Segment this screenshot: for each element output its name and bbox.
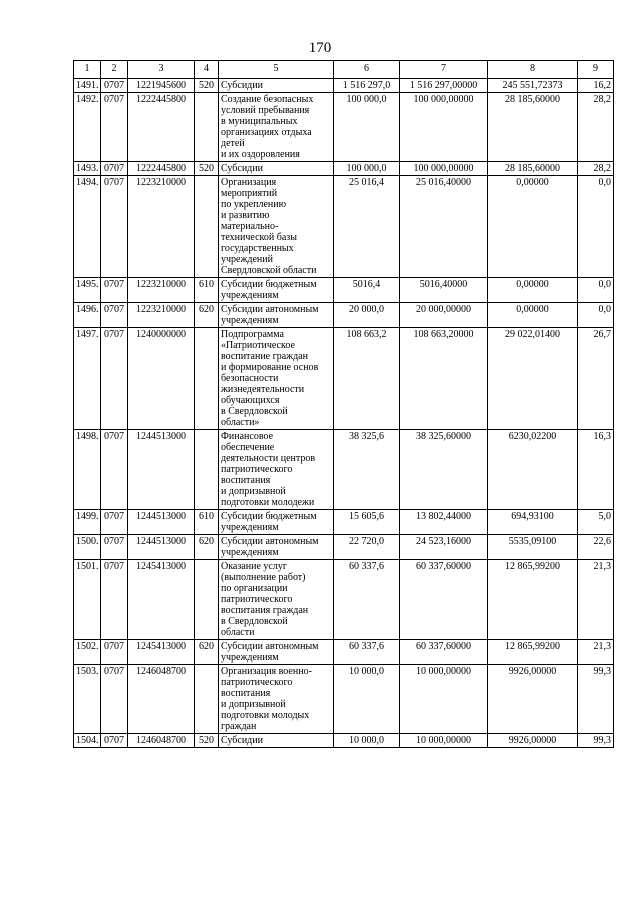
planned-amount-cell: 15 605,6 [334, 510, 400, 535]
section-code-cell: 0707 [101, 176, 128, 278]
table-row [74, 510, 614, 535]
expense-type-cell: 620 [195, 303, 219, 328]
execution-percent-cell: 0,0 [578, 278, 614, 303]
name-cell [219, 79, 334, 93]
section-code-cell: 0707 [101, 560, 128, 640]
name-line: патриотического [221, 594, 293, 605]
name-line: воспитания [221, 475, 271, 486]
execution-percent-cell: 22,6 [578, 535, 614, 560]
section-code-cell: 0707 [101, 303, 128, 328]
name-cell [219, 328, 334, 430]
name-line: «Патриотическое [221, 340, 295, 351]
name-line: Субсидии [221, 735, 263, 746]
section-code-cell: 0707 [101, 93, 128, 162]
name-line: учреждениям [221, 652, 279, 663]
target-article-code-cell: 1223210000 [128, 278, 195, 303]
row-number-cell: 1495. [74, 278, 101, 303]
planned-amount-cell: 100 000,0 [334, 93, 400, 162]
name-line: и допризывной [221, 699, 286, 710]
row-number-cell: 1499. [74, 510, 101, 535]
row-number-cell: 1496. [74, 303, 101, 328]
target-article-code-cell: 1222445800 [128, 93, 195, 162]
planned-amount-cell: 20 000,0 [334, 303, 400, 328]
planned-amount-cell: 22 720,0 [334, 535, 400, 560]
execution-percent-cell: 0,0 [578, 303, 614, 328]
section-code-cell: 0707 [101, 430, 128, 510]
name-line: Субсидии автономным [221, 641, 319, 652]
name-line: Субсидии автономным [221, 304, 319, 315]
name-cell [219, 176, 334, 278]
expense-type-cell [195, 93, 219, 162]
section-code-cell: 0707 [101, 162, 128, 176]
expense-type-cell: 620 [195, 535, 219, 560]
expense-type-cell: 520 [195, 734, 219, 748]
expense-type-cell: 520 [195, 79, 219, 93]
table-row [74, 176, 614, 278]
table-row [74, 93, 614, 162]
name-cell [219, 640, 334, 665]
section-code-cell: 0707 [101, 640, 128, 665]
name-line: Субсидии бюджетным [221, 279, 317, 290]
name-line: Субсидии автономным [221, 536, 319, 547]
executed-amount-cell: 5535,09100 [488, 535, 578, 560]
section-code-cell: 0707 [101, 79, 128, 93]
section-code-cell: 0707 [101, 665, 128, 734]
name-line: Финансовое [221, 431, 274, 442]
target-article-code-cell: 1246048700 [128, 665, 195, 734]
execution-percent-cell: 16,3 [578, 430, 614, 510]
executed-amount-cell: 694,93100 [488, 510, 578, 535]
approved-amount-cell: 10 000,00000 [400, 734, 488, 748]
name-line: патриотического [221, 677, 293, 688]
name-line: в Свердловской [221, 616, 288, 627]
target-article-code-cell: 1223210000 [128, 303, 195, 328]
section-code-cell: 0707 [101, 510, 128, 535]
table-row [74, 278, 614, 303]
target-article-code-cell: 1223210000 [128, 176, 195, 278]
executed-amount-cell: 0,00000 [488, 278, 578, 303]
column-header: 3 [128, 61, 195, 79]
name-cell [219, 535, 334, 560]
approved-amount-cell: 100 000,00000 [400, 162, 488, 176]
name-line: граждан [221, 721, 257, 732]
name-line: мероприятий [221, 188, 278, 199]
execution-percent-cell: 28,2 [578, 93, 614, 162]
approved-amount-cell: 60 337,60000 [400, 640, 488, 665]
table-row [74, 162, 614, 176]
execution-percent-cell: 16,2 [578, 79, 614, 93]
target-article-code-cell: 1221945600 [128, 79, 195, 93]
executed-amount-cell: 12 865,99200 [488, 640, 578, 665]
approved-amount-cell: 24 523,16000 [400, 535, 488, 560]
name-line: Свердловской области [221, 265, 317, 276]
row-number-cell: 1494. [74, 176, 101, 278]
name-line: области [221, 627, 255, 638]
approved-amount-cell: 1 516 297,00000 [400, 79, 488, 93]
name-line: Субсидии бюджетным [221, 511, 317, 522]
table-row [74, 328, 614, 430]
target-article-code-cell: 1244513000 [128, 430, 195, 510]
name-line: условий пребывания [221, 105, 310, 116]
section-code-cell: 0707 [101, 734, 128, 748]
expense-type-cell [195, 665, 219, 734]
row-number-cell: 1493. [74, 162, 101, 176]
name-line: подготовки молодежи [221, 497, 315, 508]
approved-amount-cell: 38 325,60000 [400, 430, 488, 510]
planned-amount-cell: 5016,4 [334, 278, 400, 303]
row-number-cell: 1498. [74, 430, 101, 510]
name-cell [219, 510, 334, 535]
row-number-cell: 1504. [74, 734, 101, 748]
expense-type-cell [195, 176, 219, 278]
name-cell [219, 93, 334, 162]
executed-amount-cell: 9926,00000 [488, 665, 578, 734]
planned-amount-cell: 25 016,4 [334, 176, 400, 278]
name-line: детей [221, 138, 245, 149]
expense-type-cell: 610 [195, 278, 219, 303]
execution-percent-cell: 0,0 [578, 176, 614, 278]
name-cell [219, 665, 334, 734]
executed-amount-cell: 6230,02200 [488, 430, 578, 510]
target-article-code-cell: 1245413000 [128, 560, 195, 640]
table-row [74, 560, 614, 640]
name-line: по организации [221, 583, 288, 594]
execution-percent-cell: 99,3 [578, 734, 614, 748]
planned-amount-cell: 100 000,0 [334, 162, 400, 176]
target-article-code-cell: 1244513000 [128, 510, 195, 535]
table-row [74, 79, 614, 93]
name-line: и развитию [221, 210, 270, 221]
executed-amount-cell: 28 185,60000 [488, 162, 578, 176]
execution-percent-cell: 21,3 [578, 560, 614, 640]
planned-amount-cell: 60 337,6 [334, 640, 400, 665]
column-header: 7 [400, 61, 488, 79]
planned-amount-cell: 1 516 297,0 [334, 79, 400, 93]
name-line: Организация военно- [221, 666, 312, 677]
execution-percent-cell: 26,7 [578, 328, 614, 430]
target-article-code-cell: 1245413000 [128, 640, 195, 665]
execution-percent-cell: 21,3 [578, 640, 614, 665]
header-row [74, 61, 614, 79]
executed-amount-cell: 245 551,72373 [488, 79, 578, 93]
planned-amount-cell: 10 000,0 [334, 734, 400, 748]
expense-type-cell: 620 [195, 640, 219, 665]
expense-type-cell [195, 328, 219, 430]
executed-amount-cell: 12 865,99200 [488, 560, 578, 640]
column-header: 4 [195, 61, 219, 79]
name-cell [219, 278, 334, 303]
section-code-cell: 0707 [101, 328, 128, 430]
approved-amount-cell: 10 000,00000 [400, 665, 488, 734]
planned-amount-cell: 60 337,6 [334, 560, 400, 640]
column-header: 8 [488, 61, 578, 79]
name-line: деятельности центров [221, 453, 316, 464]
table-row [74, 665, 614, 734]
table-row [74, 734, 614, 748]
name-cell [219, 303, 334, 328]
column-header: 9 [578, 61, 614, 79]
name-line: патриотического [221, 464, 293, 475]
approved-amount-cell: 13 802,44000 [400, 510, 488, 535]
expense-type-cell: 520 [195, 162, 219, 176]
planned-amount-cell: 38 325,6 [334, 430, 400, 510]
page-number: 170 [308, 40, 332, 56]
name-line: материально- [221, 221, 279, 232]
column-header: 1 [74, 61, 101, 79]
approved-amount-cell: 108 663,20000 [400, 328, 488, 430]
name-line: и формирование основ [221, 362, 319, 373]
expense-type-cell [195, 430, 219, 510]
target-article-code-cell: 1222445800 [128, 162, 195, 176]
name-line: и допризывной [221, 486, 286, 497]
name-line: в муниципальных [221, 116, 298, 127]
column-header: 6 [334, 61, 400, 79]
name-line: и их оздоровления [221, 149, 300, 160]
executed-amount-cell: 9926,00000 [488, 734, 578, 748]
execution-percent-cell: 5,0 [578, 510, 614, 535]
name-cell [219, 560, 334, 640]
name-line: учреждениям [221, 290, 279, 301]
section-code-cell: 0707 [101, 535, 128, 560]
execution-percent-cell: 99,3 [578, 665, 614, 734]
target-article-code-cell: 1244513000 [128, 535, 195, 560]
name-line: воспитание граждан [221, 351, 308, 362]
expense-type-cell: 610 [195, 510, 219, 535]
approved-amount-cell: 5016,40000 [400, 278, 488, 303]
row-number-cell: 1502. [74, 640, 101, 665]
name-line: Организация [221, 177, 277, 188]
name-line: подготовки молодых [221, 710, 310, 721]
name-cell [219, 430, 334, 510]
executed-amount-cell: 29 022,01400 [488, 328, 578, 430]
name-line: безопасности [221, 373, 279, 384]
name-line: по укреплению [221, 199, 287, 210]
executed-amount-cell: 0,00000 [488, 303, 578, 328]
target-article-code-cell: 1246048700 [128, 734, 195, 748]
name-line: (выполнение работ) [221, 572, 306, 583]
name-line: учреждений [221, 254, 273, 265]
name-line: Создание безопасных [221, 94, 314, 105]
row-number-cell: 1497. [74, 328, 101, 430]
approved-amount-cell: 25 016,40000 [400, 176, 488, 278]
name-line: учреждениям [221, 315, 279, 326]
name-line: в Свердловской [221, 406, 288, 417]
row-number-cell: 1492. [74, 93, 101, 162]
name-line: области» [221, 417, 260, 428]
name-line: жизнедеятельности [221, 384, 305, 395]
planned-amount-cell: 108 663,2 [334, 328, 400, 430]
table-row [74, 430, 614, 510]
planned-amount-cell: 10 000,0 [334, 665, 400, 734]
section-code-cell: 0707 [101, 278, 128, 303]
row-number-cell: 1491. [74, 79, 101, 93]
name-line: государственных [221, 243, 294, 254]
name-line: воспитания граждан [221, 605, 309, 616]
table-row [74, 640, 614, 665]
execution-percent-cell: 28,2 [578, 162, 614, 176]
name-line: учреждениям [221, 547, 279, 558]
name-line: учреждениям [221, 522, 279, 533]
approved-amount-cell: 20 000,00000 [400, 303, 488, 328]
name-line: воспитания [221, 688, 271, 699]
expense-type-cell [195, 560, 219, 640]
name-line: Субсидии [221, 163, 263, 174]
approved-amount-cell: 60 337,60000 [400, 560, 488, 640]
table-row [74, 535, 614, 560]
column-header: 5 [219, 61, 334, 79]
name-line: организациях отдыха [221, 127, 312, 138]
name-line: обеспечение [221, 442, 275, 453]
name-cell [219, 734, 334, 748]
name-line: Подпрограмма [221, 329, 284, 340]
budget-table [73, 60, 614, 748]
name-line: Оказание услуг [221, 561, 287, 572]
column-header: 2 [101, 61, 128, 79]
target-article-code-cell: 1240000000 [128, 328, 195, 430]
name-line: обучающихся [221, 395, 280, 406]
executed-amount-cell: 28 185,60000 [488, 93, 578, 162]
executed-amount-cell: 0,00000 [488, 176, 578, 278]
row-number-cell: 1500. [74, 535, 101, 560]
name-cell [219, 162, 334, 176]
row-number-cell: 1503. [74, 665, 101, 734]
name-line: Субсидии [221, 80, 263, 91]
table-row [74, 303, 614, 328]
row-number-cell: 1501. [74, 560, 101, 640]
name-line: технической базы [221, 232, 297, 243]
approved-amount-cell: 100 000,00000 [400, 93, 488, 162]
